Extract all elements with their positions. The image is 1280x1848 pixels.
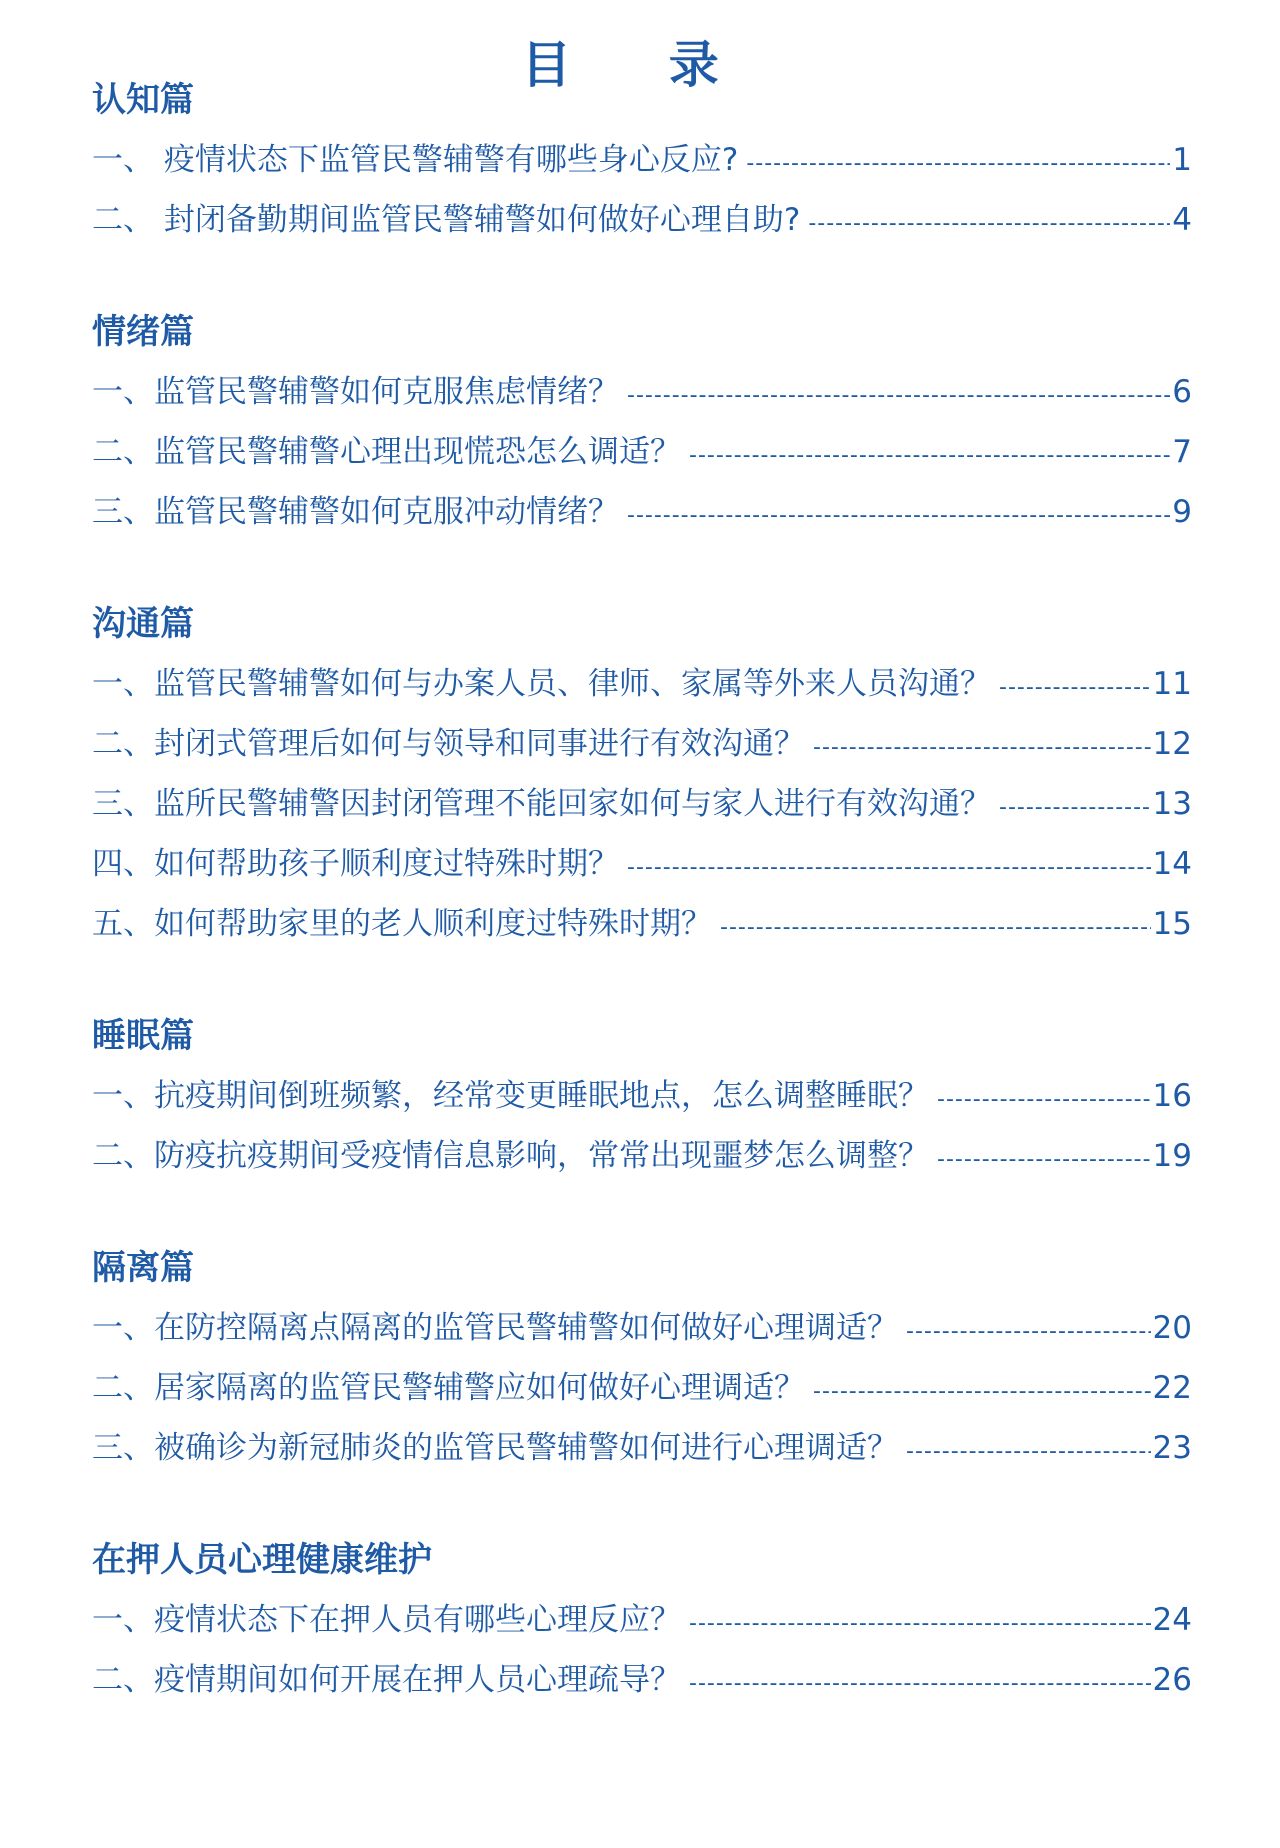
- toc-section: [92, 1006, 1192, 1186]
- entry-title: 一、在防控隔离点隔离的监管民警辅警如何做好心理调适？: [92, 1310, 898, 1346]
- dot-leader: [689, 1594, 1151, 1654]
- toc-entry[interactable]: [92, 1650, 1192, 1710]
- dot-leader: [937, 1070, 1151, 1130]
- dot-leader: [689, 426, 1170, 486]
- toc-entry[interactable]: [92, 1298, 1192, 1358]
- entry-title: 一、 疫情状态下监管民警辅警有哪些身心反应?: [92, 142, 739, 178]
- toc-entry[interactable]: [92, 654, 1192, 714]
- entry-page-number: 15: [1152, 906, 1192, 942]
- dot-leader: [627, 366, 1170, 426]
- toc-entry[interactable]: [92, 422, 1192, 482]
- toc-entry[interactable]: [92, 1126, 1192, 1186]
- dot-leader: [937, 1130, 1151, 1190]
- dot-leader: [999, 778, 1151, 838]
- toc-entry[interactable]: [92, 894, 1192, 954]
- dot-leader: [720, 898, 1151, 958]
- entry-title: 二、防疫抗疫期间受疫情信息影响，常常出现噩梦怎么调整？: [92, 1138, 929, 1174]
- entry-title: 三、监管民警辅警如何克服冲动情绪？: [92, 494, 619, 530]
- entry-page-number: 22: [1152, 1370, 1192, 1406]
- entry-page-number: 26: [1152, 1662, 1192, 1698]
- entry-page-number: 1: [1172, 142, 1192, 178]
- entry-page-number: 9: [1172, 494, 1192, 530]
- section-heading: 隔离篇: [92, 1248, 194, 1288]
- entry-title: 一、抗疫期间倒班频繁，经常变更睡眠地点，怎么调整睡眠？: [92, 1078, 929, 1114]
- entry-title: 三、监所民警辅警因封闭管理不能回家如何与家人进行有效沟通？: [92, 786, 991, 822]
- toc-section: [92, 1238, 1192, 1478]
- entry-page-number: 23: [1152, 1430, 1192, 1466]
- entry-page-number: 13: [1152, 786, 1192, 822]
- entry-page-number: 20: [1152, 1310, 1192, 1346]
- table-of-contents: [92, 70, 1192, 1762]
- section-heading: 沟通篇: [92, 604, 194, 644]
- entry-title: 二、居家隔离的监管民警辅警应如何做好心理调适？: [92, 1370, 805, 1406]
- dot-leader: [627, 486, 1170, 546]
- toc-entry[interactable]: [92, 774, 1192, 834]
- section-heading: 睡眠篇: [92, 1016, 194, 1056]
- entry-page-number: 24: [1152, 1602, 1192, 1638]
- toc-entry[interactable]: [92, 130, 1192, 190]
- entry-page-number: 7: [1172, 434, 1192, 470]
- dot-leader: [906, 1302, 1151, 1362]
- entry-title: 一、疫情状态下在押人员有哪些心理反应？: [92, 1602, 681, 1638]
- entry-page-number: 4: [1172, 202, 1192, 238]
- entry-title: 一、监管民警辅警如何与办案人员、律师、家属等外来人员沟通？: [92, 666, 991, 702]
- dot-leader: [999, 658, 1151, 718]
- entry-title: 一、监管民警辅警如何克服焦虑情绪？: [92, 374, 619, 410]
- toc-entry[interactable]: [92, 834, 1192, 894]
- entry-title: 四、如何帮助孩子顺利度过特殊时期？: [92, 846, 619, 882]
- entry-title: 二、 封闭备勤期间监管民警辅警如何做好心理自助?: [92, 202, 801, 238]
- toc-entry[interactable]: [92, 362, 1192, 422]
- toc-entry[interactable]: [92, 1358, 1192, 1418]
- dot-leader: [808, 194, 1170, 254]
- dot-leader: [813, 718, 1151, 778]
- dot-leader: [813, 1362, 1151, 1422]
- dot-leader: [689, 1654, 1151, 1714]
- toc-entry[interactable]: [92, 190, 1192, 250]
- toc-section: [92, 594, 1192, 954]
- entry-page-number: 12: [1152, 726, 1192, 762]
- dot-leader: [906, 1422, 1151, 1482]
- section-heading: 认知篇: [92, 80, 194, 120]
- toc-entry[interactable]: [92, 482, 1192, 542]
- entry-page-number: 16: [1152, 1078, 1192, 1114]
- section-heading: 情绪篇: [92, 312, 194, 352]
- dot-leader: [746, 134, 1170, 194]
- dot-leader: [627, 838, 1151, 898]
- entry-title: 二、疫情期间如何开展在押人员心理疏导？: [92, 1662, 681, 1698]
- toc-entry[interactable]: [92, 1066, 1192, 1126]
- toc-section: [92, 302, 1192, 542]
- toc-entry[interactable]: [92, 714, 1192, 774]
- toc-section: [92, 1530, 1192, 1710]
- toc-entry[interactable]: [92, 1590, 1192, 1650]
- entry-title: 五、如何帮助家里的老人顺利度过特殊时期？: [92, 906, 712, 942]
- entry-page-number: 14: [1152, 846, 1192, 882]
- entry-page-number: 11: [1152, 666, 1192, 702]
- entry-title: 三、被确诊为新冠肺炎的监管民警辅警如何进行心理调适？: [92, 1430, 898, 1466]
- entry-title: 二、封闭式管理后如何与领导和同事进行有效沟通？: [92, 726, 805, 762]
- section-heading: 在押人员心理健康维护: [92, 1540, 432, 1580]
- entry-title: 二、监管民警辅警心理出现慌恐怎么调适？: [92, 434, 681, 470]
- entry-page-number: 6: [1172, 374, 1192, 410]
- toc-section: [92, 70, 1192, 250]
- entry-page-number: 19: [1152, 1138, 1192, 1174]
- toc-entry[interactable]: [92, 1418, 1192, 1478]
- page-title: 目 录: [521, 36, 759, 94]
